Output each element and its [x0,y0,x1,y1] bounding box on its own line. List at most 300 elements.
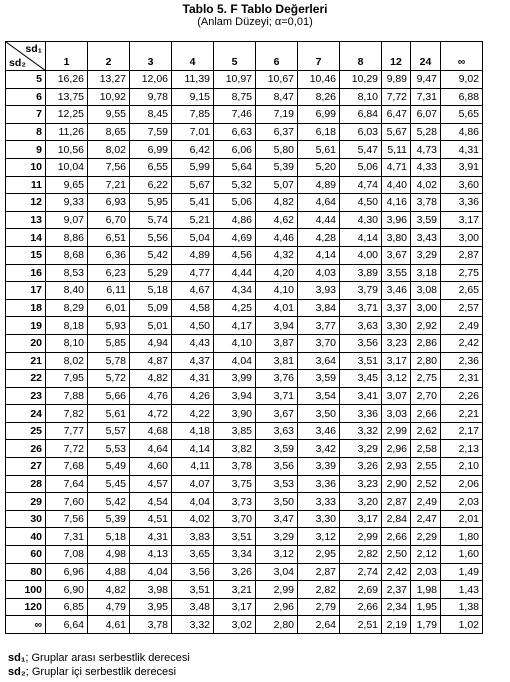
table-cell: 3,12 [298,528,340,546]
table-cell: 5,07 [256,176,298,194]
row-header: 18 [6,299,46,317]
table-cell: 11,26 [46,123,88,141]
table-cell: 3,70 [214,510,256,528]
table-cell: 2,62 [411,422,441,440]
table-cell: 3,12 [256,546,298,564]
table-cell: 8,53 [46,264,88,282]
table-cell: 4,02 [172,510,214,528]
table-cell: 3,50 [298,405,340,423]
table-row [6,334,483,352]
table-cell: 6,84 [340,106,382,124]
table-row [6,475,483,493]
table-cell: 10,29 [340,71,382,89]
table-cell: 3,07 [382,387,411,405]
table-cell: 6,47 [382,106,411,124]
table-cell: 6,55 [130,158,172,176]
table-cell: 8,29 [46,299,88,317]
f-table [5,41,483,634]
table-row [6,387,483,405]
table-cell: 4,37 [172,352,214,370]
row-header: 21 [6,352,46,370]
table-cell: 5,42 [130,246,172,264]
table-cell: 2,03 [411,563,441,581]
table-cell: 5,32 [214,176,256,194]
table-cell: 4,25 [214,299,256,317]
table-cell: 2,49 [441,317,483,335]
table-cell: 16,26 [46,71,88,89]
row-header: 60 [6,546,46,564]
table-row [6,211,483,229]
table-cell: 5,74 [130,211,172,229]
table-cell: 2,26 [441,387,483,405]
table-cell: 3,41 [340,387,382,405]
table-cell: 3,30 [382,317,411,335]
table-cell: 5,11 [382,141,411,159]
table-cell: 7,46 [214,106,256,124]
table-cell: 10,92 [88,88,130,106]
table-cell: 3,98 [130,581,172,599]
table-cell: 5,39 [88,510,130,528]
table-cell: 7,68 [46,458,88,476]
table-cell: 2,70 [411,387,441,405]
table-row [6,598,483,616]
table-cell: 3,36 [298,475,340,493]
table-cell: 5,21 [172,211,214,229]
table-cell: 4,86 [441,123,483,141]
table-cell: 4,61 [88,616,130,634]
table-cell: 7,72 [46,440,88,458]
table-cell: 3,29 [256,528,298,546]
table-cell: 4,60 [130,458,172,476]
column-header: 1 [46,42,88,71]
table-cell: 3,36 [441,194,483,212]
table-cell: 5,61 [88,405,130,423]
table-cell: 2,50 [382,546,411,564]
table-cell: 2,29 [411,528,441,546]
table-cell: 1,80 [441,528,483,546]
table-cell: 4,76 [130,387,172,405]
row-header: 26 [6,440,46,458]
row-header: 22 [6,370,46,388]
table-row [6,440,483,458]
table-cell: 3,93 [298,282,340,300]
table-cell: 9,07 [46,211,88,229]
row-header: 14 [6,229,46,247]
table-cell: 4,22 [172,405,214,423]
column-header: 4 [172,42,214,71]
table-cell: 6,96 [46,563,88,581]
table-cell: 3,12 [382,370,411,388]
table-cell: 3,84 [298,299,340,317]
table-cell: 8,02 [88,141,130,159]
table-cell: 3,02 [214,616,256,634]
table-cell: 3,71 [256,387,298,405]
table-cell: 3,51 [214,528,256,546]
table-cell: 5,06 [214,194,256,212]
table-row [6,581,483,599]
table-cell: 6,42 [172,141,214,159]
table-cell: 4,16 [382,194,411,212]
table-row [6,282,483,300]
table-cell: 4,58 [172,299,214,317]
table-cell: 4,14 [340,229,382,247]
table-cell: 3,78 [214,458,256,476]
table-cell: 9,15 [172,88,214,106]
table-cell: 7,56 [46,510,88,528]
row-header: 20 [6,334,46,352]
table-cell: 8,68 [46,246,88,264]
table-cell: 8,65 [88,123,130,141]
table-cell: 4,00 [340,246,382,264]
column-header: 24 [411,42,441,71]
table-cell: 9,02 [441,71,483,89]
table-cell: 6,70 [88,211,130,229]
table-cell: 4,98 [88,546,130,564]
footnote-sd1 [8,651,190,665]
table-cell: 5,66 [88,387,130,405]
table-cell: 2,95 [298,546,340,564]
table-cell: 3,64 [298,352,340,370]
corner-cell [6,42,46,71]
table-cell: 8,86 [46,229,88,247]
table-cell: 8,40 [46,282,88,300]
table-cell: 5,78 [88,352,130,370]
table-cell: 7,31 [411,88,441,106]
table-cell: 4,13 [130,546,172,564]
table-row [6,458,483,476]
table-cell: 3,70 [298,334,340,352]
table-cell: 6,07 [411,106,441,124]
table-cell: 4,82 [130,370,172,388]
table-cell: 5,47 [340,141,382,159]
row-header: 15 [6,246,46,264]
table-cell: 2,34 [382,598,411,616]
footnote-sd2 [8,665,190,679]
table-cell: 5,39 [256,158,298,176]
table-cell: 3,67 [256,405,298,423]
table-cell: 3,75 [214,475,256,493]
table-cell: 2,80 [411,352,441,370]
table-cell: 5,56 [130,229,172,247]
table-cell: 2,21 [441,405,483,423]
table-cell: 3,34 [214,546,256,564]
table-cell: 4,87 [130,352,172,370]
table-cell: 3,20 [340,493,382,511]
table-cell: 3,26 [340,458,382,476]
column-header: 5 [214,42,256,71]
table-cell: 3,50 [256,493,298,511]
table-cell: 3,47 [256,510,298,528]
table-cell: 2,79 [298,598,340,616]
footnote-sd2-text: ; Gruplar içi serbestlik derecesi [25,666,177,678]
table-cell: 3,18 [411,264,441,282]
table-cell: 8,18 [46,317,88,335]
table-cell: 2,37 [382,581,411,599]
table-cell: 3,00 [411,299,441,317]
table-cell: 4,50 [172,317,214,335]
table-body [6,71,483,634]
table-cell: 3,36 [340,405,382,423]
table-cell: 10,97 [214,71,256,89]
table-cell: 3,90 [214,405,256,423]
table-cell: 6,99 [130,141,172,159]
table-cell: 4,02 [411,176,441,194]
table-cell: 7,85 [172,106,214,124]
table-cell: 3,56 [256,458,298,476]
table-cell: 4,74 [340,176,382,194]
table-cell: 3,51 [172,581,214,599]
table-cell: 3,17 [382,352,411,370]
table-cell: 4,88 [88,563,130,581]
table-cell: 5,64 [214,158,256,176]
table-cell: 7,21 [88,176,130,194]
table-cell: 3,80 [382,229,411,247]
table-cell: 2,57 [441,299,483,317]
table-cell: 3,94 [214,387,256,405]
table-row [6,405,483,423]
table-cell: 6,03 [340,123,382,141]
footnote-sd2-label: sd₂ [8,666,26,678]
column-header: 8 [340,42,382,71]
table-cell: 4,33 [411,158,441,176]
table-cell: 3,39 [298,458,340,476]
row-header: 19 [6,317,46,335]
table-cell: 4,73 [411,141,441,159]
row-header: 6 [6,88,46,106]
table-cell: 3,17 [441,211,483,229]
table-row [6,422,483,440]
table-cell: 4,28 [298,229,340,247]
table-cell: 1,60 [441,546,483,564]
table-cell: 4,94 [130,334,172,352]
table-row [6,176,483,194]
table-cell: 1,79 [411,616,441,634]
table-cell: 8,10 [340,88,382,106]
table-cell: 2,87 [298,563,340,581]
row-header: 5 [6,71,46,89]
table-cell: 2,99 [382,422,411,440]
table-cell: 5,04 [172,229,214,247]
table-cell: 2,87 [441,246,483,264]
table-cell: 4,31 [130,528,172,546]
table-cell: 4,79 [88,598,130,616]
table-cell: 4,44 [298,211,340,229]
table-cell: 2,19 [382,616,411,634]
table-cell: 2,03 [441,493,483,511]
row-header: 120 [6,598,46,616]
table-cell: 4,56 [214,246,256,264]
table-cell: 3,63 [340,317,382,335]
table-cell: 3,95 [130,598,172,616]
table-cell: 3,23 [382,334,411,352]
table-cell: 7,56 [88,158,130,176]
table-cell: 3,17 [340,510,382,528]
table-row [6,370,483,388]
sd1-label: sd₁ [25,43,42,55]
table-cell: 3,46 [298,422,340,440]
table-cell: 4,17 [214,317,256,335]
table-cell: 1,02 [441,616,483,634]
table-cell: 4,04 [214,352,256,370]
column-header: 7 [298,42,340,71]
column-header: 2 [88,42,130,71]
table-cell: 3,21 [214,581,256,599]
table-cell: 10,67 [256,71,298,89]
table-cell: 4,72 [130,405,172,423]
table-cell: 9,47 [411,71,441,89]
row-header: ∞ [6,616,46,634]
table-cell: 8,02 [46,352,88,370]
table-cell: 6,18 [298,123,340,141]
table-cell: 5,57 [88,422,130,440]
table-cell: 2,90 [382,475,411,493]
table-cell: 4,64 [130,440,172,458]
column-header: 3 [130,42,172,71]
table-cell: 6,88 [441,88,483,106]
row-header: 11 [6,176,46,194]
table-cell: 7,08 [46,546,88,564]
table-cell: 7,95 [46,370,88,388]
table-cell: 4,64 [298,194,340,212]
table-cell: 6,85 [46,598,88,616]
table-cell: 3,04 [256,563,298,581]
table-cell: 5,67 [172,176,214,194]
table-cell: 4,04 [172,493,214,511]
table-cell: 3,08 [411,282,441,300]
table-cell: 7,01 [172,123,214,141]
table-row [6,194,483,212]
table-cell: 4,86 [214,211,256,229]
table-cell: 6,23 [88,264,130,282]
table-cell: 5,18 [130,282,172,300]
table-row [6,123,483,141]
table-cell: 3,53 [256,475,298,493]
table-cell: 3,89 [340,264,382,282]
table-cell: 2,42 [441,334,483,352]
table-cell: 4,82 [88,581,130,599]
table-cell: 2,75 [411,370,441,388]
table-cell: 2,66 [340,598,382,616]
table-cell: 3,51 [340,352,382,370]
column-header: 6 [256,42,298,71]
table-cell: 5,49 [88,458,130,476]
table-cell: 3,83 [172,528,214,546]
table-cell: 4,89 [298,176,340,194]
table-cell: 5,28 [411,123,441,141]
table-row [6,317,483,335]
table-cell: 4,20 [256,264,298,282]
row-header: 40 [6,528,46,546]
table-cell: 3,67 [382,246,411,264]
footnotes [8,651,190,679]
table-cell: 2,52 [411,475,441,493]
table-cell: 10,04 [46,158,88,176]
table-cell: 3,79 [340,282,382,300]
table-cell: 3,54 [298,387,340,405]
column-header: ∞ [441,42,483,71]
table-cell: 6,90 [46,581,88,599]
table-row [6,299,483,317]
table-cell: 3,94 [256,317,298,335]
table-cell: 3,03 [382,405,411,423]
table-cell: 3,85 [214,422,256,440]
table-cell: 6,51 [88,229,130,247]
table-cell: 6,11 [88,282,130,300]
table-cell: 4,10 [214,334,256,352]
table-cell: 3,32 [172,616,214,634]
table-cell: 3,43 [411,229,441,247]
row-header: 30 [6,510,46,528]
table-cell: 5,41 [172,194,214,212]
table-row [6,546,483,564]
table-cell: 3,26 [214,563,256,581]
table-cell: 3,00 [441,229,483,247]
row-header: 29 [6,493,46,511]
table-cell: 4,69 [214,229,256,247]
table-cell: 11,39 [172,71,214,89]
table-row [6,229,483,247]
table-cell: 3,87 [256,334,298,352]
table-cell: 2,93 [382,458,411,476]
table-cell: 2,84 [382,510,411,528]
table-cell: 3,46 [382,282,411,300]
table-cell: 1,43 [441,581,483,599]
table-cell: 5,65 [441,106,483,124]
table-row [6,264,483,282]
table-cell: 2,96 [256,598,298,616]
table-cell: 4,67 [172,282,214,300]
row-header: 8 [6,123,46,141]
column-header: 12 [382,42,411,71]
table-cell: 3,48 [172,598,214,616]
table-cell: 10,46 [298,71,340,89]
table-cell: 3,78 [411,194,441,212]
table-cell: 2,74 [340,563,382,581]
row-header: 10 [6,158,46,176]
table-cell: 7,64 [46,475,88,493]
table-cell: 3,32 [340,422,382,440]
table-cell: 4,31 [441,141,483,159]
table-row [6,106,483,124]
table-cell: 2,99 [256,581,298,599]
table-cell: 3,65 [172,546,214,564]
table-cell: 4,10 [256,282,298,300]
table-cell: 4,07 [172,475,214,493]
table-cell: 7,59 [130,123,172,141]
table-cell: 3,99 [214,370,256,388]
table-cell: 4,32 [256,246,298,264]
table-cell: 7,88 [46,387,88,405]
row-header: 9 [6,141,46,159]
table-cell: 6,36 [88,246,130,264]
table-cell: 5,72 [88,370,130,388]
table-cell: 5,06 [340,158,382,176]
table-cell: 2,17 [441,422,483,440]
table-row [6,510,483,528]
table-cell: 4,34 [214,282,256,300]
table-cell: 4,51 [130,510,172,528]
table-cell: 3,17 [214,598,256,616]
table-cell: 3,56 [340,334,382,352]
table-cell: 2,42 [382,563,411,581]
table-cell: 7,82 [46,405,88,423]
table-cell: 1,95 [411,598,441,616]
table-cell: 7,77 [46,422,88,440]
table-cell: 9,78 [130,88,172,106]
table-cell: 2,12 [411,546,441,564]
table-cell: 4,68 [130,422,172,440]
table-cell: 2,66 [411,405,441,423]
